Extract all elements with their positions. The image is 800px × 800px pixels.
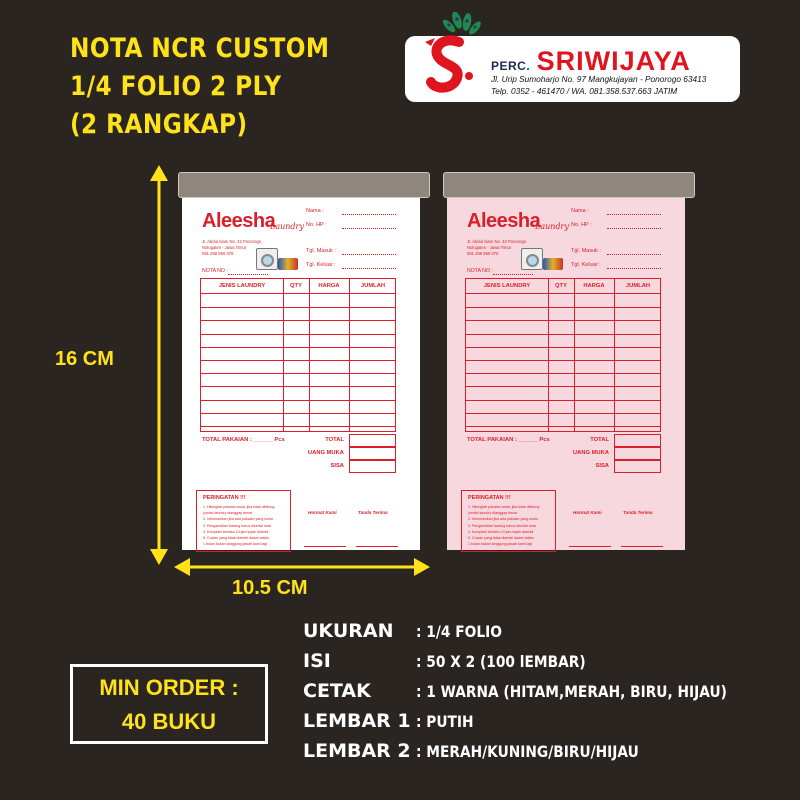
warning-line: 1. Hitunglah pakaian anda, jika tidak dihitung xyxy=(203,505,275,509)
table-divider xyxy=(614,279,615,431)
width-dimension: 10.5 CM xyxy=(232,577,308,599)
nota-number-line xyxy=(493,274,533,275)
contact-line: Jl. Abdul Alam No. 42 Ponorogo xyxy=(467,239,527,244)
spec-value: : 1/4 FOLIO xyxy=(416,622,502,641)
sign-left-label: Hormat Kami xyxy=(573,510,602,515)
table-row xyxy=(201,413,395,414)
total-label: SISA xyxy=(330,463,344,469)
contact-line: Nologaten - Jawa Timur xyxy=(467,245,512,250)
table-row xyxy=(201,360,395,361)
clothes-icon xyxy=(543,258,563,270)
height-dimension: 16 CM xyxy=(55,348,114,370)
table-row xyxy=(201,320,395,321)
total-label: UANG MUKA xyxy=(572,450,609,456)
pad-binding xyxy=(443,172,695,198)
receipt-field-line xyxy=(342,214,396,215)
total-label: TOTAL xyxy=(325,437,344,443)
laundry-logo: Aleesha xyxy=(202,210,276,232)
table-row xyxy=(466,426,660,427)
spec-label: UKURAN xyxy=(303,620,394,642)
table-row xyxy=(201,347,395,348)
table-column-header: QTY xyxy=(290,283,302,289)
warning-line: 2. Informasikan jika ada pakaian yang luntur xyxy=(468,517,539,522)
warning-line: 1. Hitunglah pakaian anda, jika tidak dihitung xyxy=(468,505,540,509)
spec-row xyxy=(303,680,778,710)
table-row xyxy=(466,360,660,361)
table-row xyxy=(201,307,395,308)
table-divider xyxy=(283,279,284,431)
total-label: UANG MUKA xyxy=(307,450,344,456)
spec-value: : MERAH/KUNING/BIRU/HIJAU xyxy=(416,742,639,761)
spec-row xyxy=(303,620,778,650)
table-row xyxy=(201,386,395,387)
total-items-label: TOTAL PAKAIAN : ______ Pcs xyxy=(467,437,550,443)
warning-line: 3. Pengambilan barang harus disertai nota xyxy=(468,523,536,528)
receipt-field-line xyxy=(607,228,661,229)
total-box xyxy=(349,460,396,473)
sign-right-label: Tanda Terima xyxy=(358,510,388,515)
warning-line: 1 bulan bukan tanggung jawab kami lagi xyxy=(203,542,268,547)
table-divider xyxy=(574,279,575,431)
headline-line: (2 RANGKAP) xyxy=(70,109,248,140)
contact-line: 081 256 956 076 xyxy=(202,251,234,256)
spec-label: LEMBAR 2 xyxy=(303,740,411,762)
laundry-logo-sub: Laundry xyxy=(270,222,304,231)
spec-label: LEMBAR 1 xyxy=(303,710,411,732)
min-order-label: MIN ORDER : xyxy=(99,675,239,700)
warning-line: jumlah laundry dianggap benar xyxy=(203,511,253,516)
spec-value: : 1 WARNA (HITAM,MERAH, BIRU, HIJAU) xyxy=(416,682,727,701)
pad-binding xyxy=(178,172,430,198)
headline-line: 1/4 FOLIO 2 PLY xyxy=(70,71,282,102)
warning-box xyxy=(196,490,291,552)
contact-line: 081 256 956 076 xyxy=(467,251,499,256)
total-box xyxy=(349,434,396,447)
total-box xyxy=(349,447,396,460)
table-row xyxy=(466,386,660,387)
warning-line: 1 bulan bukan tanggung jawab kami lagi xyxy=(468,542,533,547)
receipt-paper xyxy=(182,198,420,550)
total-items-label: TOTAL PAKAIAN : ______ Pcs xyxy=(202,437,285,443)
contact-line: Nologaten - Jawa Timur xyxy=(202,245,247,250)
receipt-field-label: No. HP : xyxy=(571,222,592,228)
signature-line xyxy=(621,546,663,547)
receipt-field-line xyxy=(342,254,396,255)
washing-machine-icon xyxy=(256,248,278,270)
table-header xyxy=(201,279,395,294)
table-row xyxy=(201,373,395,374)
table-column-header: QTY xyxy=(555,283,567,289)
table-row xyxy=(466,347,660,348)
min-order-box xyxy=(70,664,268,744)
warning-line: 2. Informasikan jika ada pakaian yang luntur xyxy=(203,517,274,522)
total-box xyxy=(614,434,661,447)
min-order-value: 40 BUKU xyxy=(121,709,217,734)
receipt-field-label: Tgl. Keluar : xyxy=(306,262,336,268)
table-row xyxy=(466,307,660,308)
table-row xyxy=(466,373,660,374)
contact-line: Jl. Abdul Alam No. 42 Ponorogo xyxy=(202,239,262,244)
receipt-field-label: Tgl. Masuk : xyxy=(571,248,601,254)
table-column-header: HARGA xyxy=(583,283,605,289)
brand-banner xyxy=(405,36,740,102)
spec-label: CETAK xyxy=(303,680,371,702)
warning-box xyxy=(461,490,556,552)
table-divider xyxy=(548,279,549,431)
table-divider xyxy=(309,279,310,431)
receipt-field-line xyxy=(607,214,661,215)
warning-line: 5. Cucian yang tidak diambil dalam waktu xyxy=(203,536,270,540)
spec-label: ISI xyxy=(303,650,331,672)
spec-value: : PUTIH xyxy=(416,712,474,731)
warning-line: 4. Komplain berlaku 24 jam sejak diambil xyxy=(203,529,269,534)
table-row xyxy=(201,426,395,427)
spec-row xyxy=(303,710,778,740)
warning-title: PERINGATAN !!! xyxy=(468,495,511,501)
nota-number-line xyxy=(228,274,268,275)
signature-line xyxy=(569,546,611,547)
table-divider xyxy=(349,279,350,431)
nota-number-label: NOTA NO : xyxy=(202,268,228,274)
laundry-logo: Aleesha xyxy=(467,210,541,232)
brand-prefix: PERC. xyxy=(491,59,531,73)
receipt-field-line xyxy=(342,268,396,269)
sriwijaya-logo-icon xyxy=(413,12,487,102)
washing-machine-icon xyxy=(521,248,543,270)
table-column-header: JUMLAH xyxy=(360,283,386,289)
brand-title: SRIWIJAYA xyxy=(536,46,691,76)
table-row xyxy=(201,400,395,401)
spec-list xyxy=(303,620,778,770)
sign-left-label: Hormat Kami xyxy=(308,510,337,515)
total-box xyxy=(614,447,661,460)
warning-title: PERINGATAN !!! xyxy=(203,495,246,501)
table-column-header: JUMLAH xyxy=(625,283,651,289)
signature-line xyxy=(304,546,346,547)
laundry-logo-sub: Laundry xyxy=(535,222,569,231)
table-column-header: JENIS LAUNDRY xyxy=(218,283,266,289)
receipt-field-label: No. HP : xyxy=(306,222,327,228)
brand-address: Jl. Urip Sumoharjo No. 97 Mangkujayan - Ponorogo 63413 xyxy=(491,74,707,84)
headline-line: NOTA NCR CUSTOM xyxy=(70,33,330,64)
spec-value: : 50 X 2 (100 lEMBAR) xyxy=(416,652,586,671)
receipt-field-line xyxy=(607,254,661,255)
spec-row xyxy=(303,650,778,680)
receipt-paper xyxy=(447,198,685,550)
table-row xyxy=(466,334,660,335)
receipt-field-line xyxy=(342,228,396,229)
receipt-field-label: Tgl. Masuk : xyxy=(306,248,336,254)
sign-right-label: Tanda Terima xyxy=(623,510,653,515)
total-label: SISA xyxy=(595,463,609,469)
nota-number-label: NOTA NO : xyxy=(467,268,493,274)
laundry-contact xyxy=(202,239,261,257)
table-column-header: HARGA xyxy=(318,283,340,289)
height-arrow-icon xyxy=(148,165,170,565)
table-header xyxy=(466,279,660,294)
table-row xyxy=(466,400,660,401)
width-arrow-icon xyxy=(174,556,430,578)
signature-line xyxy=(356,546,398,547)
clothes-icon xyxy=(278,258,298,270)
spec-row xyxy=(303,740,778,770)
receipt-field-label: Nama : xyxy=(571,208,589,214)
headline xyxy=(70,30,329,144)
table-row xyxy=(201,334,395,335)
brand-name xyxy=(491,46,691,77)
total-label: TOTAL xyxy=(590,437,609,443)
warning-line: 4. Komplain berlaku 24 jam sejak diambil xyxy=(468,529,534,534)
table-row xyxy=(466,320,660,321)
receipt-field-label: Nama : xyxy=(306,208,324,214)
laundry-contact xyxy=(467,239,526,257)
brand-phone: Telp. 0352 - 461470 / WA. 081.358.537.663 JATIM xyxy=(491,86,678,96)
total-box xyxy=(614,460,661,473)
warning-line: 5. Cucian yang tidak diambil dalam waktu xyxy=(468,536,535,540)
table-column-header: JENIS LAUNDRY xyxy=(483,283,531,289)
warning-line: jumlah laundry dianggap benar xyxy=(468,511,518,516)
table-row xyxy=(466,413,660,414)
receipt-field-line xyxy=(607,268,661,269)
warning-line: 3. Pengambilan barang harus disertai nota xyxy=(203,523,271,528)
laundry-table xyxy=(465,278,661,432)
receipt-field-label: Tgl. Keluar : xyxy=(571,262,601,268)
laundry-table xyxy=(200,278,396,432)
